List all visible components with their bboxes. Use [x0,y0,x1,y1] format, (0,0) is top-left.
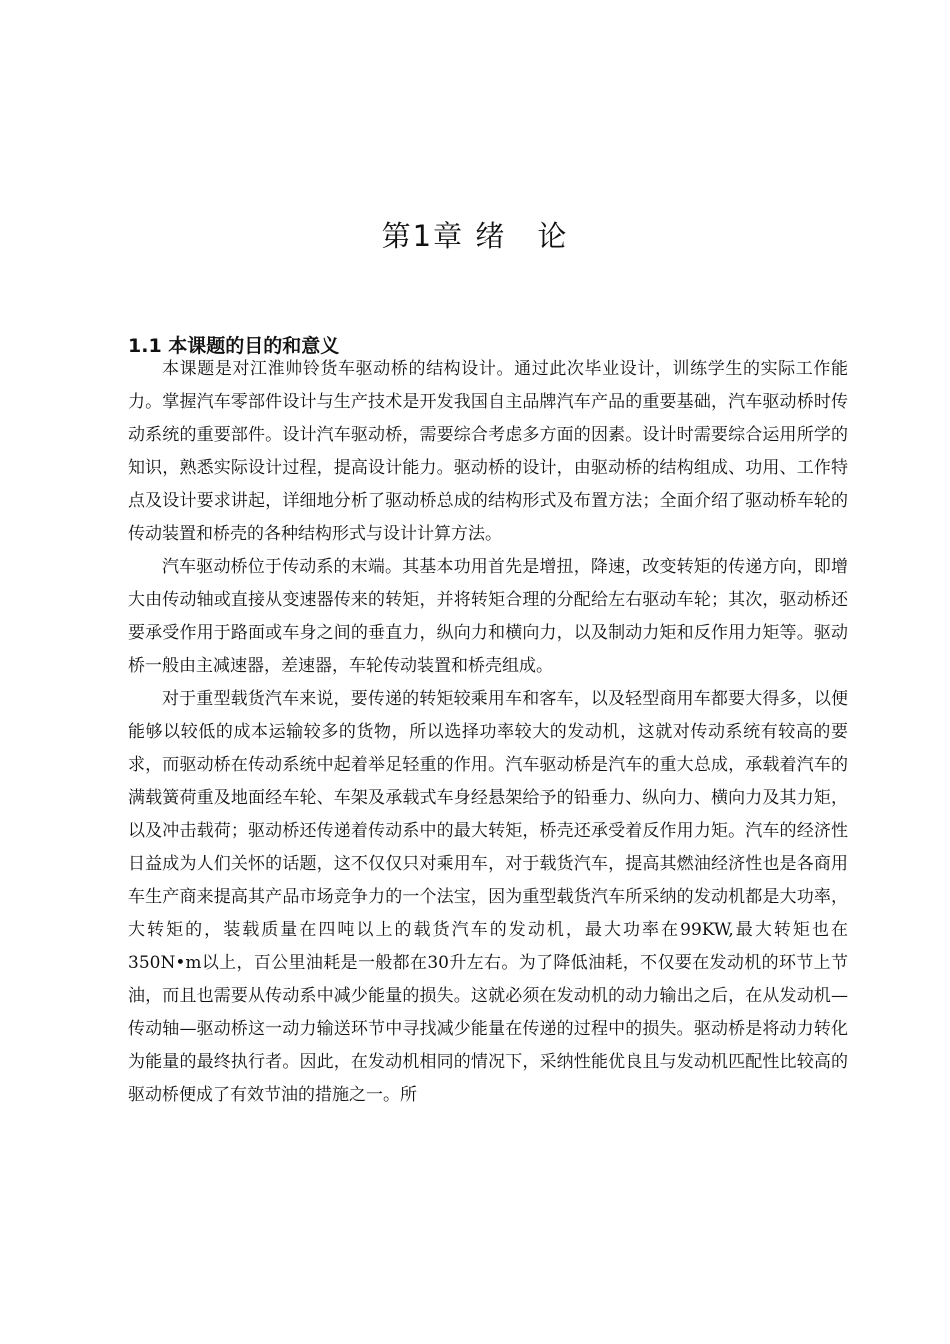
paragraph-2: 汽车驱动桥位于传动系的末端。其基本功用首先是增扭，降速，改变转矩的传递方向，即增大由传动轴或直接从变速器传来的转矩，并将转矩合理的分配给左右驱动车轮；其次，驱动桥还要承受作用于路面或车身之间的垂直力，纵向力和横向力，以及制动力矩和反作用力矩等。驱动桥一般由主减速器，差速器，车轮传动装置和桥壳组成。 [128,557,848,676]
chapter-title: 第1章 绪 论 [381,219,569,253]
body-text [128,353,848,1112]
paragraph-3: 对于重型载货汽车来说，要传递的转矩较乘用车和客车，以及轻型商用车都要大得多，以便能够以较低的成本运输较多的货物，所以选择功率较大的发动机，这就对传动系统有较高的要求，而驱动桥在传动系统中起着举足轻重的作用。汽车驱动桥是汽车的重大总成，承载着汽车的满载簧荷重及地面经车轮、车架及承载式车身经悬架给予的铅垂力、纵向力、横向力及其力矩，以及冲击载荷；驱动桥还传递着传动系中的最大转矩，桥壳还承受着反作用力矩。汽车的经济性日益成为人们关怀的话题，这不仅仅只对乘用车，对于载货汽车，提高其燃油经济性也是各商用车生产商来提高其产品市场竞争力的一个法宝，因为重型载货汽车所采纳的发动机都是大功率，大转矩的，装载质量在四吨以上的载货汽车的发动机，最大功率在99KW,最大转矩也在350N•m以上，百公里油耗是一般都在30升左右。为了降低油耗，不仅要在发动机的环节上节油，而且也需要从传动系中减少能量的损失。这就必须在发动机的动力输出之后，在从发动机—传动轴—驱动桥这一动力输送环节中寻找减少能量在传递的过程中的损失。驱动桥是将动力转化为能量的最终执行者。因此，在发动机相同的情况下，采纳性能优良且与发动机匹配性比较高的驱动桥便成了有效节油的措施之一。所 [128,689,848,1105]
section-heading: 1.1 本课题的目的和意义 [128,335,340,357]
paragraph-1: 本课题是对江淮帅铃货车驱动桥的结构设计。通过此次毕业设计，训练学生的实际工作能力。掌握汽车零部件设计与生产技术是开发我国自主品牌汽车产品的重要基础，汽车驱动桥时传动系统的重要部件。设计汽车驱动桥，需要综合考虑多方面的因素。设计时需要综合运用所学的知识，熟悉实际设计过程，提高设计能力。驱动桥的设计，由驱动桥的结构组成、功用、工作特点及设计要求讲起，详细地分析了驱动桥总成的结构形式及布置方法；全面介绍了驱动桥车轮的传动装置和桥壳的各种结构形式与设计计算方法。 [128,359,848,544]
